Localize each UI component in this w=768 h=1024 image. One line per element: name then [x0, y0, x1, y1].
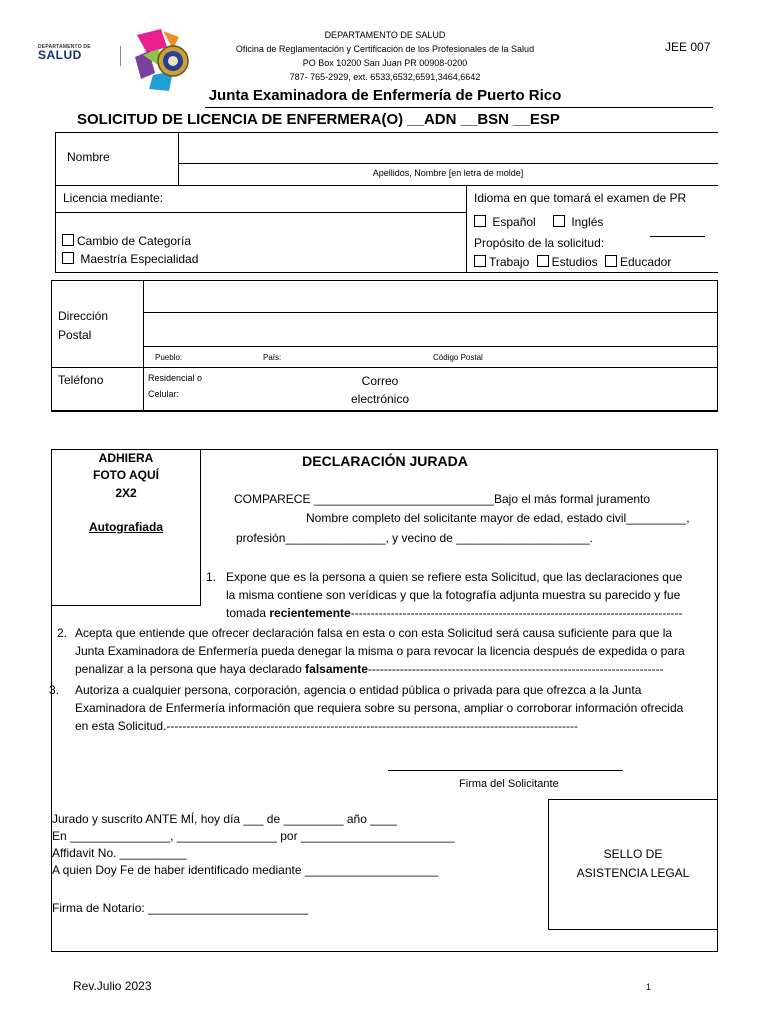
header-rule: [205, 107, 713, 108]
item1-line-3c: -----------------------------------------------------------------------------------: [350, 606, 683, 620]
department-name: DEPARTAMENTO DE SALUD: [324, 30, 446, 40]
item3-line-3: en esta Solicitud.-------------------------------------------------------------------------------------------------------: [75, 719, 578, 733]
item3-line-2: Examinadora de Enfermería información que requiera sobre su persona, ampliar o corroborar información ofrecida: [75, 701, 684, 715]
codigo-postal-label: Código Postal: [433, 353, 483, 362]
telefono-field[interactable]: [210, 370, 310, 406]
item2-line-3b: falsamente: [305, 662, 368, 676]
telefono-label: Teléfono: [58, 373, 104, 387]
estudios-label: Estudios: [551, 255, 598, 269]
logo-divider: [120, 46, 121, 66]
form-code: JEE 007: [665, 40, 711, 54]
photo-line-3: 2X2: [115, 486, 137, 500]
tel-residencial-label: Residencial o: [148, 373, 203, 383]
option-maestria[interactable]: [62, 252, 198, 266]
nombre-completo-line: Nombre completo del solicitante mayor de edad, estado civil_________,: [306, 511, 690, 525]
cambio-checkbox[interactable]: [62, 234, 74, 246]
applicant-signature-line[interactable]: [388, 770, 623, 771]
correo-label-1: Correo: [361, 374, 399, 388]
legal-seal-box: [548, 799, 718, 930]
nombre-label: Nombre: [67, 150, 110, 164]
seal-logo-icon: [133, 27, 191, 93]
item1-line-3a: tomada: [226, 606, 270, 620]
item2-number: 2.: [57, 626, 68, 640]
office-name: Oficina de Reglamentación y Certificación de los Profesionales de la Salud: [235, 44, 535, 54]
espanol-label: Español: [492, 215, 536, 229]
logo-text-bottom: SALUD: [38, 48, 82, 62]
nombre-field[interactable]: [180, 134, 716, 162]
proposito-educador-option[interactable]: [605, 255, 671, 269]
ingles-label: Inglés: [571, 215, 604, 229]
jurado-line[interactable]: Jurado y suscrito ANTE MÍ, hoy día ___ de _________ año ____: [52, 812, 397, 826]
cambio-label: Cambio de Categoría: [77, 234, 192, 248]
item2-line-3c: --------------------------------------------------------------------------: [367, 662, 664, 676]
declaration-item-1: [206, 568, 714, 622]
option-cambio-categoria[interactable]: [62, 234, 191, 248]
correo-field[interactable]: [445, 370, 715, 406]
item1-line-3b: recientemente: [269, 606, 351, 620]
correo-label-2: electrónico: [350, 392, 410, 406]
logo-text-top: DEPARTAMENTO DE: [38, 44, 91, 50]
direccion-label-text: Dirección Postal: [58, 309, 109, 342]
maestria-checkbox[interactable]: [62, 252, 74, 264]
educador-label: Educador: [619, 255, 672, 269]
form-title: SOLICITUD DE LICENCIA DE ENFERMERA(O) __ADN __BSN __ESP: [77, 111, 560, 128]
seal-line-1: SELLO DE: [603, 847, 663, 861]
item2-line-1: Acepta que entiende que ofrecer declaración falsa en esta o con esta Solicitud será causa suficiente para que la: [75, 626, 673, 640]
item1-line-1: Expone que es la persona a quien se refiere esta Solicitud, que las declaraciones que: [226, 570, 683, 584]
proposito-options: [474, 255, 671, 269]
applicant-signature-label: Firma del Solicitante: [459, 778, 559, 790]
pueblo-label: Pueblo:: [155, 353, 183, 362]
department-logo: [38, 44, 110, 70]
office-phone: 787- 765-2929, ext. 6533,6532,6591,3464,6642: [289, 72, 481, 82]
item2-line-3a: penalizar a la persona que haya declarado: [75, 662, 306, 676]
espanol-checkbox[interactable]: [474, 215, 486, 227]
declaration-title: DECLARACIÓN JURADA: [302, 453, 468, 469]
nombre-hint: Apellidos, Nombre [en letra de molde]: [372, 168, 524, 178]
photo-text: [51, 448, 201, 536]
direccion-label: [58, 307, 138, 345]
board-title: Junta Examinadora de Enfermería de Puerto Rico: [208, 87, 562, 104]
direccion-line-2[interactable]: [145, 314, 716, 345]
idioma-label: Idioma en que tomará el examen de PR: [474, 191, 687, 205]
notary-block: [52, 811, 454, 879]
item3-number: 3.: [49, 683, 60, 697]
identificado-line[interactable]: A quien Doy Fe de haber identificado mediante ____________________: [52, 863, 439, 877]
educador-checkbox[interactable]: [605, 255, 617, 267]
declaration-item-3: [49, 681, 717, 735]
en-line[interactable]: En _______________, _______________ por _______________________: [52, 829, 455, 843]
revision-date: Rev.Julio 2023: [73, 979, 152, 993]
photo-line-1: ADHIERA: [98, 451, 154, 465]
declaration-item-2: [57, 624, 717, 678]
proposito-estudios-option[interactable]: [537, 255, 598, 269]
trabajo-checkbox[interactable]: [474, 255, 486, 267]
item3-line-1: Autoriza a cualquier persona, corporación, agencia o entidad pública o privada para que ofrezca a la Junta: [75, 683, 642, 697]
photo-line-2: FOTO AQUÍ: [93, 468, 159, 482]
pais-label: País:: [263, 353, 282, 362]
comparece-line: COMPARECE ___________________________Bajo el más formal juramento: [234, 492, 651, 506]
photo-line-4: Autografiada: [88, 520, 163, 534]
profesion-line: profesión_______________, y vecino de ____________________.: [236, 531, 593, 545]
ingles-checkbox[interactable]: [553, 215, 565, 227]
direccion-line-1[interactable]: [145, 282, 716, 311]
idioma-espanol-option[interactable]: [474, 215, 536, 229]
proposito-trabajo-option[interactable]: [474, 255, 529, 269]
office-address: PO Box 10200 San Juan PR 00908-0200: [302, 58, 468, 68]
seal-line-2: ASISTENCIA LEGAL: [576, 866, 690, 880]
item1-line-2: la misma contiene son verídicas y que la fotografía adjunta muestra su parecido y fue: [226, 588, 681, 602]
item1-number: 1.: [206, 570, 217, 584]
idioma-ingles-option[interactable]: [553, 215, 603, 229]
affidavit-line[interactable]: Affidavit No. __________: [52, 846, 187, 860]
trabajo-label: Trabajo: [489, 255, 530, 269]
notary-signature-line[interactable]: Firma de Notario: ________________________: [52, 901, 309, 915]
proposito-label: Propósito de la solicitud:: [474, 236, 605, 250]
maestria-label: Maestría Especialidad: [80, 252, 199, 266]
estudios-checkbox[interactable]: [537, 255, 549, 267]
licencia-label: Licencia mediante:: [63, 191, 164, 205]
page-number: 1: [646, 982, 652, 992]
correo-label: [320, 372, 440, 408]
item2-line-2: Junta Examinadora de Enfermería pueda denegar la misma o para revocar la licencia después de expedida o para: [75, 644, 685, 658]
tel-celular-label: Celular:: [148, 389, 180, 399]
